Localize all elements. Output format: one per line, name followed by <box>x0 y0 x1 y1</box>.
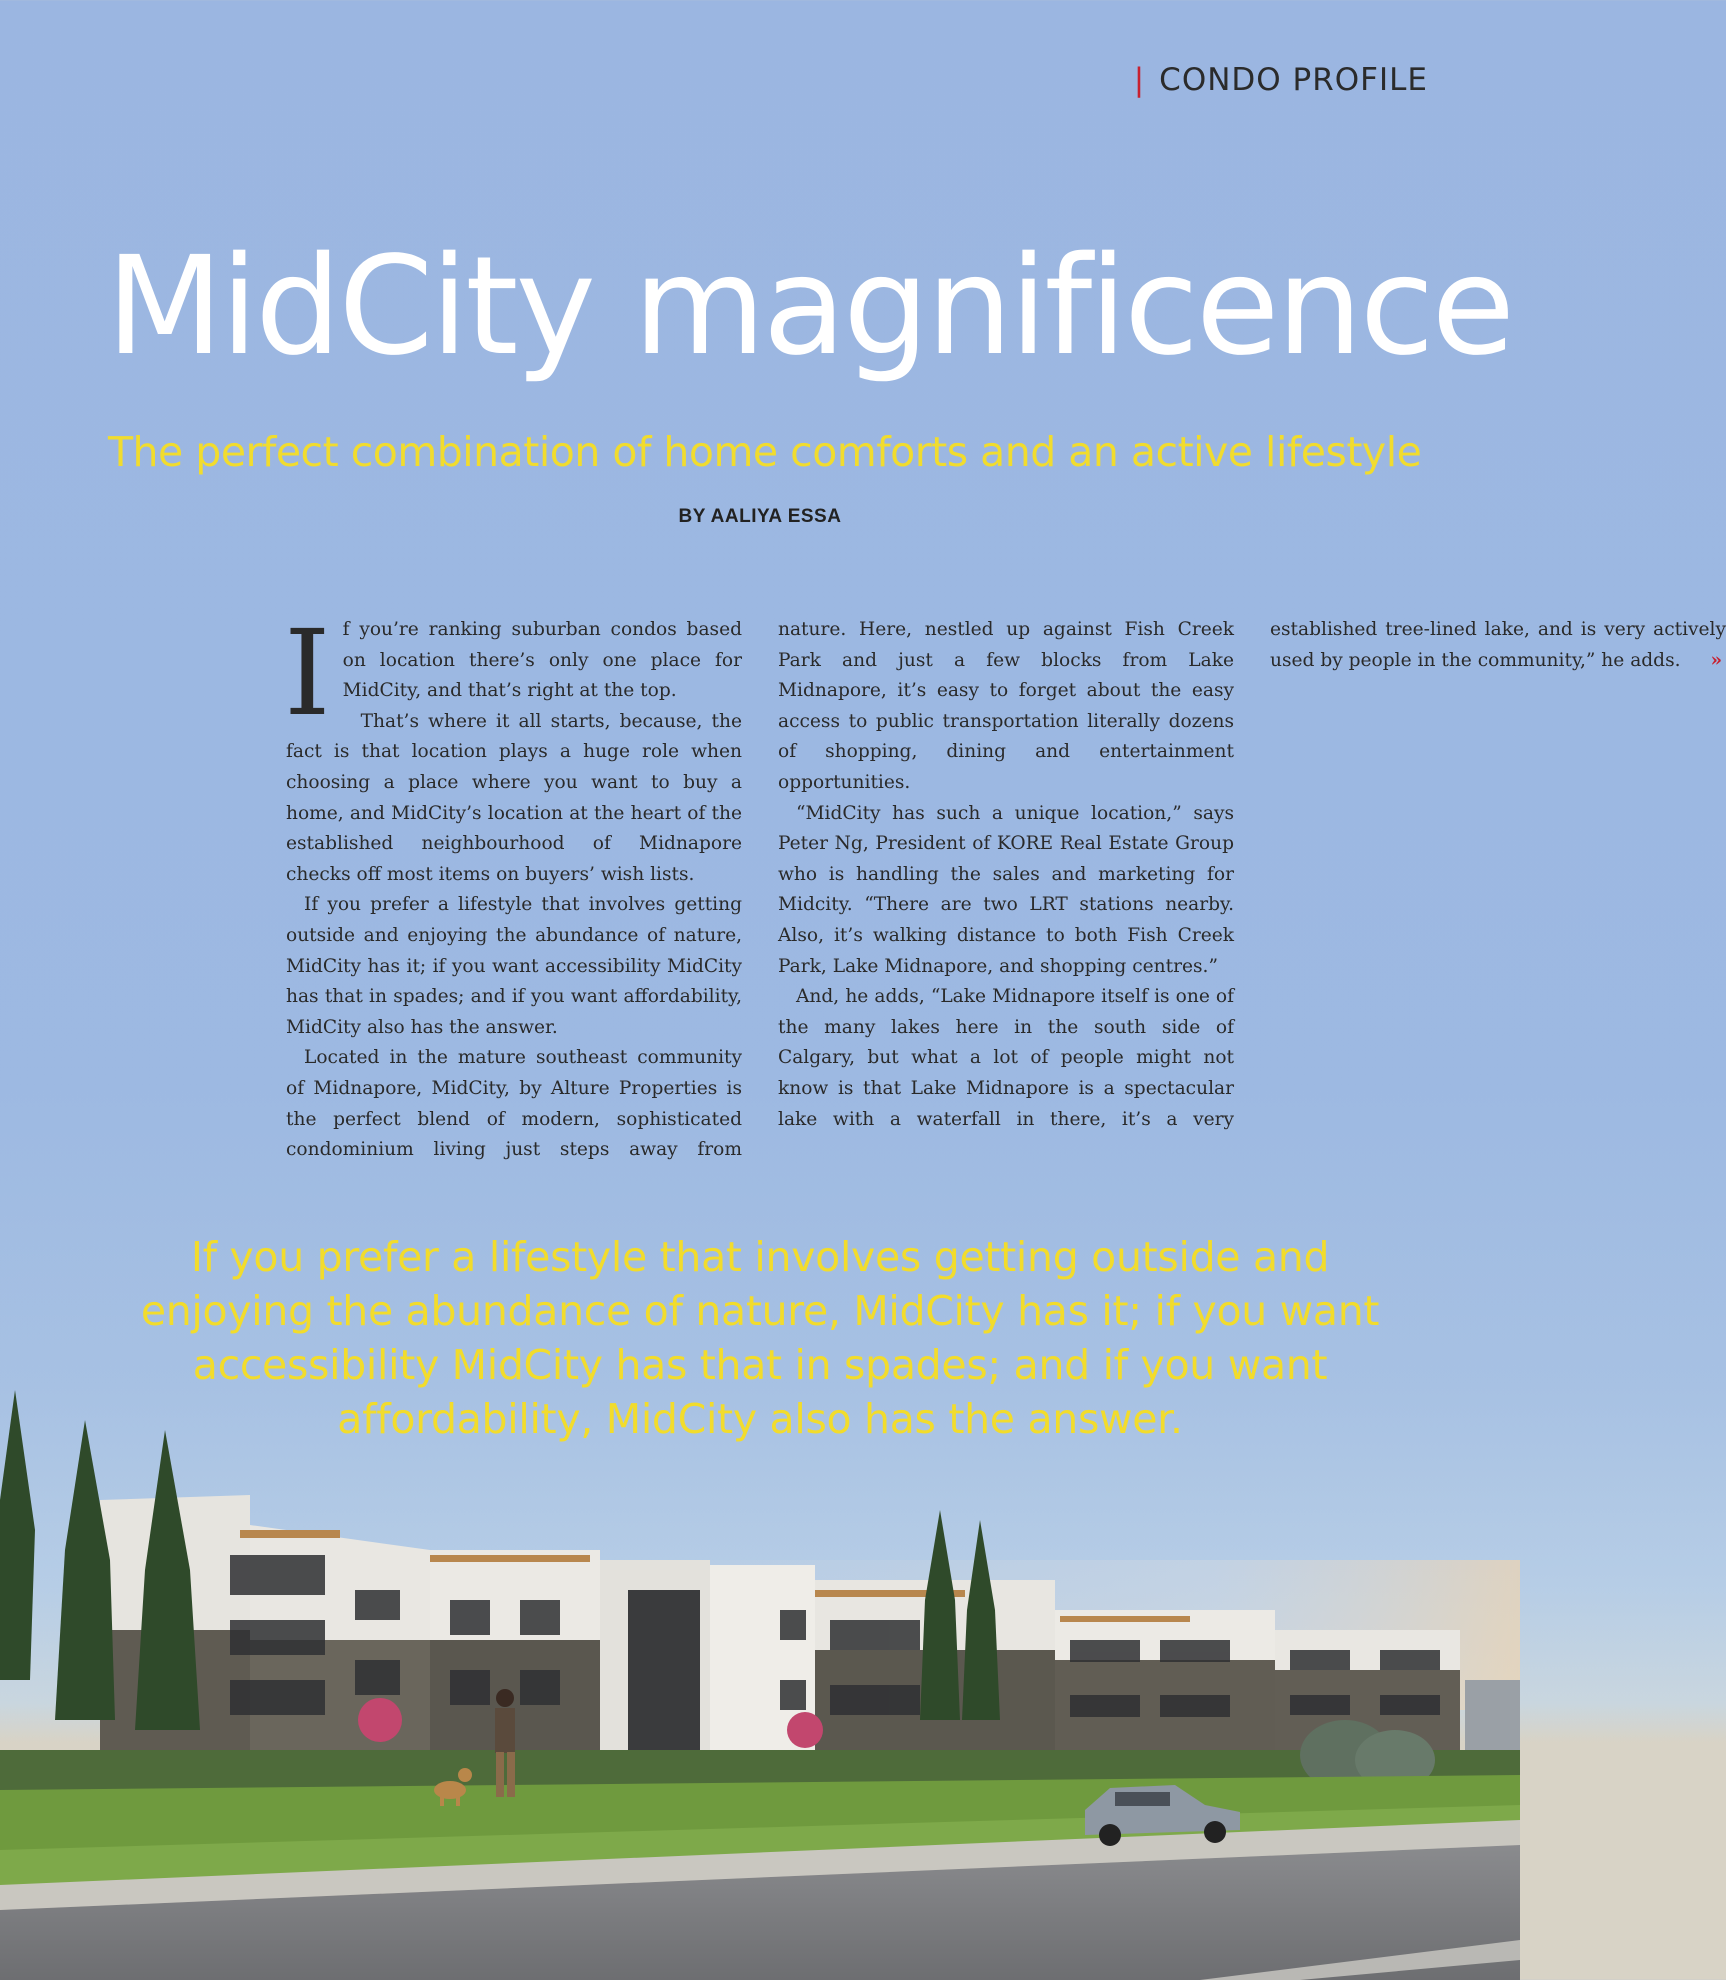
body-paragraph-5: “MidCity has such a unique location,” says Peter Ng, President of KORE Real Estate Group who is handling the sales and marketing for Midcity. “There are two LRT stations nearby. Also, it’s walking distance to both Fish Creek Park, Lake Midnapore, and shopping centres.” <box>778 802 1234 977</box>
pull-quote: If you prefer a lifestyle that involves getting outside and enjoying the abundance of nature, MidCity has it; if you want accessibility MidCity has that in spades; and if you want affordability, MidCity also has the answer. <box>140 1233 1380 1443</box>
body-paragraph-4: Located in the mature southeast community of Midnapore, MidCity, by Alture Properties is the perfect blend of modern, sophisticated condominium living just steps away from nature. Here, nestled up against Fish Creek Park and just a few blocks from Lake Midnapore, it’s easy to forget about the easy access to public transportation literally dozens of shopping, dining and entertainment opportunities. <box>286 619 1234 1161</box>
article-title: MidCity magnificence <box>106 228 1513 386</box>
section-label <box>1134 62 1428 98</box>
article-byline: BY AALIYA ESSA <box>678 506 842 527</box>
section-label-text: CONDO PROFILE <box>1159 62 1428 98</box>
body-paragraph-6: And, he adds, “Lake Midnapore itself is one of the many lakes here in the south side of Calgary, but what a lot of people might not know is that Lake Midnapore is a spectacular lake with a waterfall in there, it’s a very established tree-lined lake, and is very actively used by people in the community,” he adds. » <box>778 619 1726 1130</box>
drop-cap: I <box>284 604 331 742</box>
article-body <box>284 604 1726 1175</box>
condo-building-render <box>0 1380 1520 1980</box>
body-paragraph-3: If you prefer a lifestyle that involves getting outside and enjoying the abundance of nature, MidCity has it; if you want accessibility MidCity has that in spades; and if you want affordability, MidCity also has the answer. <box>286 894 742 1038</box>
section-divider-bar: | <box>1133 62 1146 98</box>
continue-arrows-icon: » <box>1710 649 1720 671</box>
body-paragraph-1: If you’re ranking suburban condos based on location there’s only one place for MidCity, and that’s right at the top. <box>284 604 742 742</box>
article-deck: The perfect combination of home comforts and an active lifestyle <box>108 428 1422 476</box>
body-paragraph-2: That’s where it all starts, because, the fact is that location plays a huge role when choosing a place where you want to buy a home, and MidCity’s location at the heart of the established neighbourhood of Midnapore checks off most items on buyers’ wish lists. <box>286 710 742 885</box>
